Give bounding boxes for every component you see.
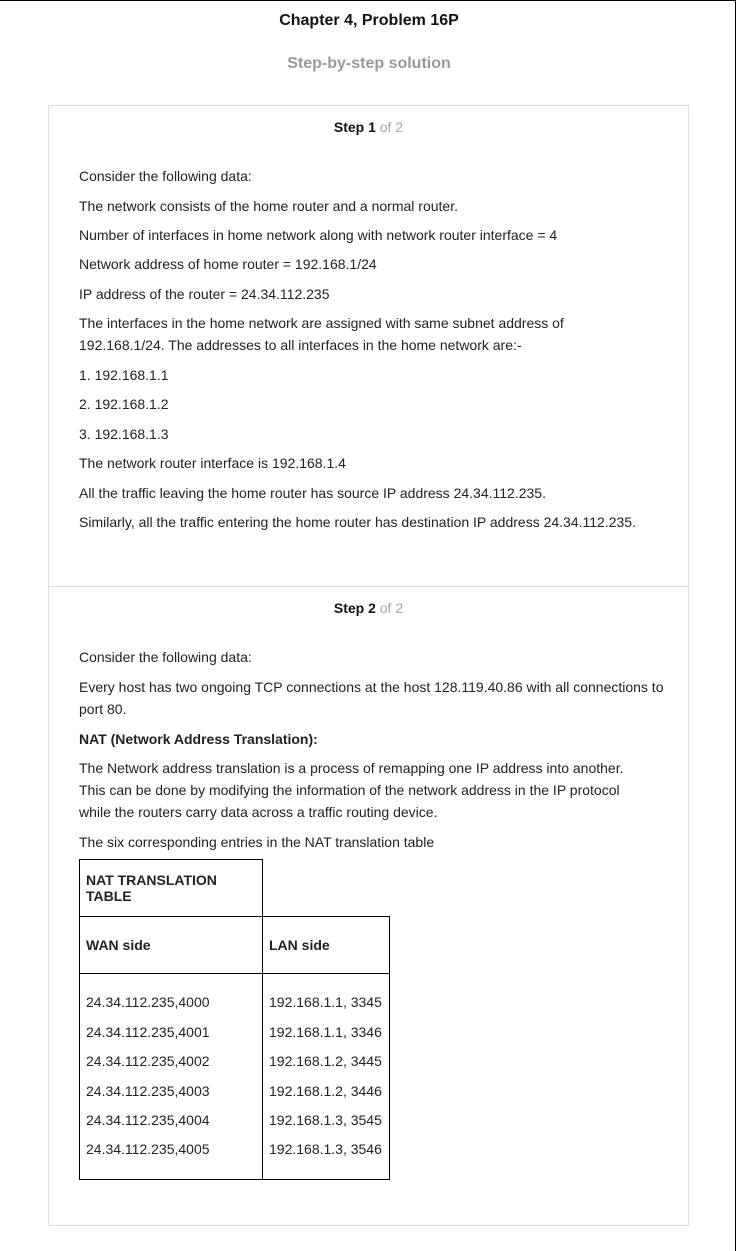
step-2-section (49, 587, 688, 1227)
step-2-header (49, 600, 688, 616)
step-1-list-item: 3. 192.168.1.3 (79, 426, 169, 442)
step-1-list-item: 1. 192.168.1.1 (79, 367, 169, 383)
table-cell: 192.168.1.3, 3546 (269, 1141, 382, 1157)
table-cell: 24.34.112.235,4004 (86, 1112, 210, 1128)
table-cell: 192.168.1.1, 3345 (269, 994, 382, 1010)
step-1-line: Consider the following data: (79, 168, 252, 184)
step-2-intro: Consider the following data: (79, 649, 252, 665)
table-cell: 24.34.112.235,4005 (86, 1141, 210, 1157)
step-1-line: Number of interfaces in home network along with network router interface = 4 (79, 227, 558, 243)
step-1-line: Network address of home router = 192.168.1/24 (79, 256, 377, 272)
table-cell: 192.168.1.2, 3445 (269, 1053, 382, 1069)
lan-column (262, 973, 390, 1180)
wan-column (79, 973, 263, 1180)
step-1-of: of 2 (379, 119, 404, 135)
table-cell: 24.34.112.235,4002 (86, 1053, 210, 1069)
table-cell: 192.168.1.2, 3446 (269, 1083, 382, 1099)
step-1-line: All the traffic leaving the home router has source IP address 24.34.112.235. (79, 485, 546, 501)
solution-card (48, 105, 689, 1226)
step-1-line: The interfaces in the home network are assigned with same subnet address of 192.168.1/24. The addresses to all interfaces in the home network are:- (79, 315, 564, 353)
lan-header: LAN side (262, 916, 390, 974)
nat-table-intro: The six corresponding entries in the NAT translation table (79, 834, 435, 850)
step-1-label: Step 1 (333, 119, 376, 135)
table-cell: 24.34.112.235,4001 (86, 1024, 210, 1040)
step-1-line: The network router interface is 192.168.1.4 (79, 455, 346, 471)
step-1-line: The network consists of the home router and a normal router. (79, 198, 458, 214)
step-1-section (49, 106, 688, 587)
step-1-header (49, 119, 688, 135)
table-cell: 24.34.112.235,4003 (86, 1083, 210, 1099)
table-cell: 192.168.1.3, 3545 (269, 1112, 382, 1128)
page-title: Chapter 4, Problem 16P (279, 12, 459, 29)
table-cell: 24.34.112.235,4000 (86, 994, 210, 1010)
step-2-connections: Every host has two ongoing TCP connections at the host 128.119.40.86 with all connections to port 80. (79, 679, 664, 717)
step-2-of: of 2 (379, 600, 404, 616)
nat-translation-table (79, 859, 390, 1180)
nat-description: The Network address translation is a process of remapping one IP address into another. This can be done by modifying the information of the network address in the IP protocol while the routers carry data across a traffic routing device. (79, 760, 624, 820)
step-1-line: Similarly, all the traffic entering the home router has destination IP address 24.34.112.235. (79, 514, 636, 530)
table-title: NAT TRANSLATION TABLE (79, 859, 263, 917)
wan-header: WAN side (79, 916, 263, 974)
step-1-list-item: 2. 192.168.1.2 (79, 396, 169, 412)
step-1-line: IP address of the router = 24.34.112.235 (79, 286, 330, 302)
solution-subtitle: Step-by-step solution (287, 55, 451, 72)
nat-heading: NAT (Network Address Translation): (79, 731, 318, 747)
step-2-label: Step 2 (333, 600, 376, 616)
table-cell: 192.168.1.1, 3346 (269, 1024, 382, 1040)
